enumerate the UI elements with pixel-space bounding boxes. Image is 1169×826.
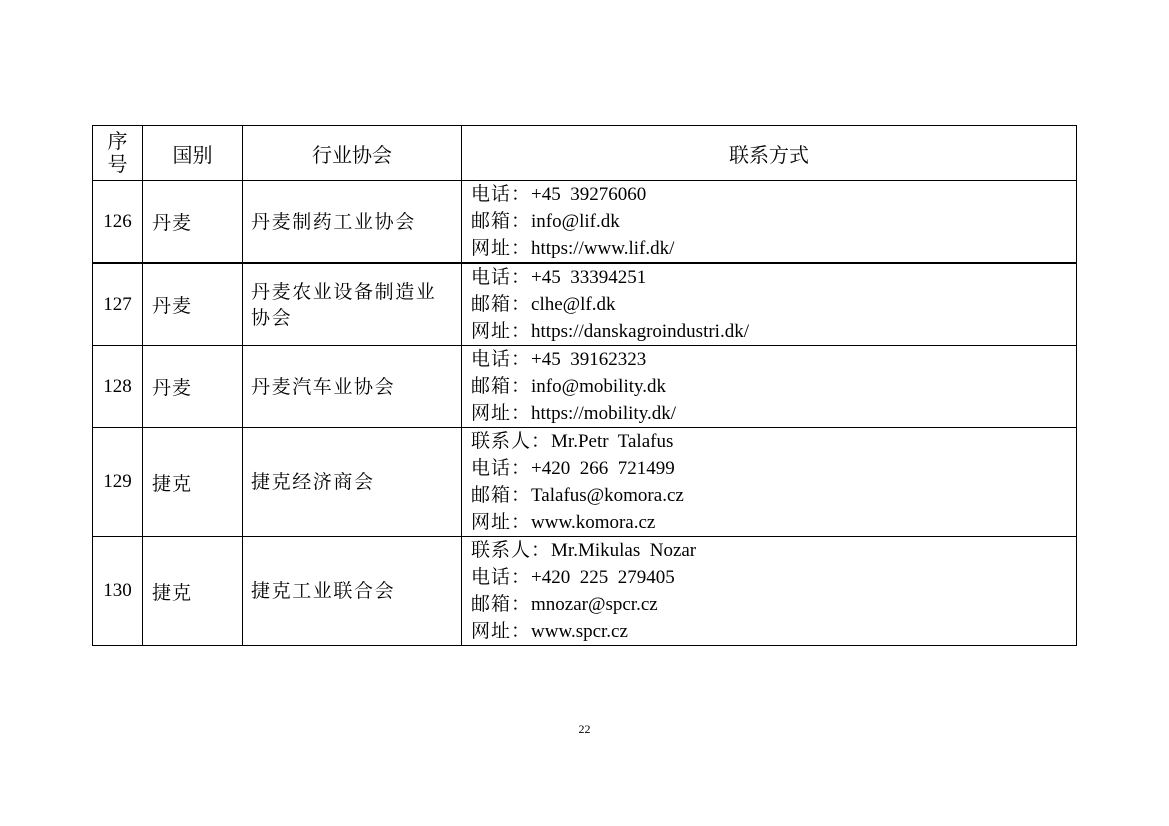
row-contact bbox=[462, 537, 1077, 646]
contact-website bbox=[471, 318, 1076, 345]
header-number bbox=[93, 126, 143, 181]
contact-email bbox=[471, 373, 1076, 400]
contact-label: 邮箱： bbox=[471, 593, 532, 615]
contact-value: www.spcr.cz bbox=[531, 621, 628, 642]
contact-value: https://www.lif.dk/ bbox=[531, 238, 675, 259]
contact-value: https://danskagroindustri.dk/ bbox=[531, 321, 749, 342]
contact-label: 网址： bbox=[471, 237, 532, 259]
row-contact bbox=[462, 346, 1077, 428]
contact-value: info@mobility.dk bbox=[531, 376, 667, 397]
contact-label: 邮箱： bbox=[471, 484, 532, 506]
row-number: 127 bbox=[93, 263, 143, 346]
contact-value: Mr.Mikulas Nozar bbox=[551, 540, 697, 561]
row-country: 丹麦 bbox=[143, 181, 243, 264]
row-contact bbox=[462, 428, 1077, 537]
table-row bbox=[93, 346, 1077, 428]
contact-website bbox=[471, 618, 1076, 645]
contact-label: 邮箱： bbox=[471, 293, 532, 315]
contact-website bbox=[471, 509, 1076, 536]
table-header-row bbox=[93, 126, 1077, 181]
contact-value: +45 33394251 bbox=[531, 267, 647, 288]
header-association: 行业协会 bbox=[243, 126, 462, 181]
contact-label: 邮箱： bbox=[471, 210, 532, 232]
table-row bbox=[93, 181, 1077, 264]
contact-email bbox=[471, 291, 1076, 318]
table-row bbox=[93, 428, 1077, 537]
table-row bbox=[93, 263, 1077, 346]
contact-value: mnozar@spcr.cz bbox=[531, 594, 658, 615]
contact-label: 电话： bbox=[471, 566, 532, 588]
contact-value: Mr.Petr Talafus bbox=[551, 431, 674, 452]
row-association: 丹麦汽车业协会 bbox=[243, 346, 462, 428]
contact-value: +420 225 279405 bbox=[531, 567, 675, 588]
row-association: 丹麦制药工业协会 bbox=[243, 181, 462, 264]
contact-value: +45 39162323 bbox=[531, 349, 647, 370]
row-number: 126 bbox=[93, 181, 143, 264]
header-contact: 联系方式 bbox=[462, 126, 1077, 181]
row-country: 丹麦 bbox=[143, 346, 243, 428]
contact-value: clhe@lf.dk bbox=[531, 294, 616, 315]
row-number: 130 bbox=[93, 537, 143, 646]
contact-label: 电话： bbox=[471, 183, 532, 205]
contact-label: 电话： bbox=[471, 457, 532, 479]
header-number-line1: 序 bbox=[107, 129, 128, 153]
contact-phone bbox=[471, 264, 1076, 291]
contact-person bbox=[471, 537, 1076, 564]
header-country: 国别 bbox=[143, 126, 243, 181]
row-number: 128 bbox=[93, 346, 143, 428]
contact-label: 邮箱： bbox=[471, 375, 532, 397]
row-contact bbox=[462, 181, 1077, 264]
contact-table bbox=[92, 125, 1077, 646]
contact-label: 电话： bbox=[471, 348, 532, 370]
header-number-line2: 号 bbox=[107, 152, 128, 176]
row-association: 捷克经济商会 bbox=[243, 428, 462, 537]
contact-label: 网址： bbox=[471, 620, 532, 642]
contact-label: 网址： bbox=[471, 511, 532, 533]
contact-phone bbox=[471, 564, 1076, 591]
page-number: 22 bbox=[578, 722, 591, 736]
contact-value: +420 266 721499 bbox=[531, 458, 675, 479]
row-country: 捷克 bbox=[143, 428, 243, 537]
contact-label: 电话： bbox=[471, 266, 532, 288]
contact-website bbox=[471, 400, 1076, 427]
row-association: 丹麦农业设备制造业协会 bbox=[243, 263, 462, 346]
contact-value: Talafus@komora.cz bbox=[531, 485, 684, 506]
row-number: 129 bbox=[93, 428, 143, 537]
contact-phone bbox=[471, 455, 1076, 482]
contact-website bbox=[471, 235, 1076, 262]
row-association: 捷克工业联合会 bbox=[243, 537, 462, 646]
contact-value: https://mobility.dk/ bbox=[531, 403, 676, 424]
contact-phone bbox=[471, 346, 1076, 373]
contact-person bbox=[471, 428, 1076, 455]
contact-email bbox=[471, 482, 1076, 509]
contact-label: 网址： bbox=[471, 320, 532, 342]
row-contact bbox=[462, 263, 1077, 346]
contact-phone bbox=[471, 181, 1076, 208]
table-row bbox=[93, 537, 1077, 646]
contact-value: +45 39276060 bbox=[531, 184, 647, 205]
contact-label: 联系人： bbox=[471, 539, 552, 561]
contact-value: info@lif.dk bbox=[531, 211, 620, 232]
contact-email bbox=[471, 208, 1076, 235]
contact-label: 网址： bbox=[471, 402, 532, 424]
row-country: 丹麦 bbox=[143, 263, 243, 346]
row-country: 捷克 bbox=[143, 537, 243, 646]
contact-email bbox=[471, 591, 1076, 618]
contact-value: www.komora.cz bbox=[531, 512, 656, 533]
contact-label: 联系人： bbox=[471, 430, 552, 452]
